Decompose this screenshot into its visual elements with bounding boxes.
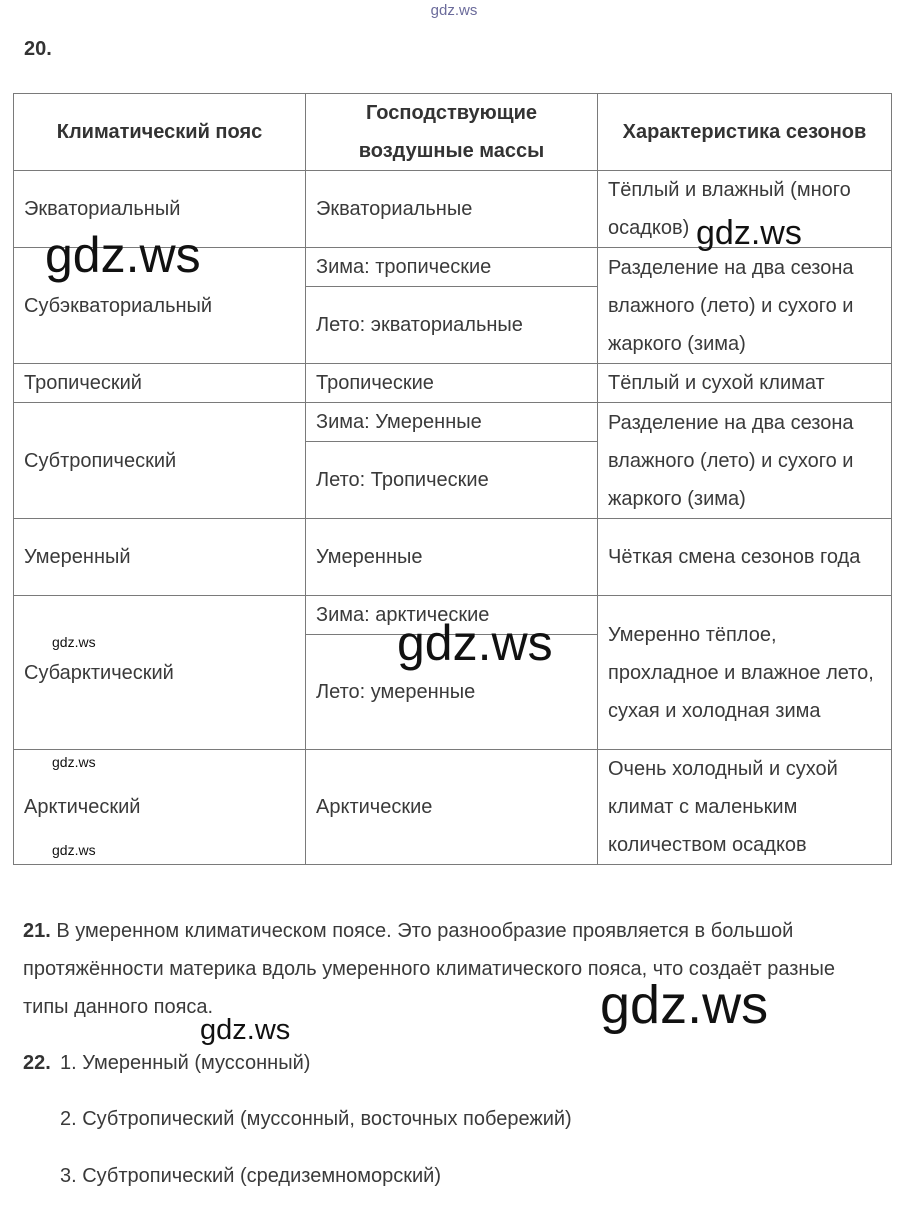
watermark-top: gdz.ws: [430, 2, 478, 19]
characteristic-cell: Чёткая смена сезонов года: [598, 519, 892, 596]
season-winter: Зима: тропические: [306, 248, 597, 287]
task-22-item: 3. Субтропический (средиземноморский): [60, 1165, 442, 1187]
table-row: [14, 403, 892, 519]
characteristic-cell: Умеренно тёплое, прохладное и влажное лето, сухая и холодная зима: [598, 596, 892, 750]
season-summer: Лето: Тропические: [316, 469, 489, 491]
characteristic-cell: Разделение на два сезона влажного (лето) и сухого и жаркого (зима): [598, 248, 892, 364]
task-21-text: В умеренном климатическом поясе. Это разнообразие проявляется в большой протяжённости материка вдоль умеренного климатического пояса, что создаёт разные типы данного пояса.: [23, 920, 835, 1018]
table-row: [14, 364, 892, 403]
belt-cell: Тропический: [14, 364, 306, 403]
watermark: gdz.ws: [600, 975, 769, 1035]
task-22-item: 1. Умеренный (муссонный): [60, 1052, 311, 1074]
season-summer: Лето: экваториальные: [316, 314, 523, 336]
air-mass-cell: [306, 403, 598, 519]
air-mass-cell: Умеренные: [306, 519, 598, 596]
watermark: gdz.ws: [696, 214, 802, 252]
watermark: gdz.ws: [52, 754, 96, 770]
belt-cell: Экваториальный: [14, 171, 306, 248]
characteristic-cell: Тёплый и сухой климат: [598, 364, 892, 403]
task-21-number: 21.: [23, 920, 51, 942]
characteristic-cell: Разделение на два сезона влажного (лето) и сухого и жаркого (зима): [598, 403, 892, 519]
watermark: gdz.ws: [45, 227, 201, 283]
header-air-masses: Господствующие воздушные массы: [306, 94, 598, 171]
watermark: gdz.ws: [397, 615, 553, 671]
watermark: gdz.ws: [52, 842, 96, 858]
table-row: [14, 750, 892, 865]
watermark: gdz.ws: [52, 634, 96, 650]
watermark: gdz.ws: [200, 1014, 291, 1046]
belt-cell: Умеренный: [14, 519, 306, 596]
characteristic-cell: Тёплый и влажный (много осадков): [598, 171, 892, 248]
belt-cell: Арктический: [14, 750, 306, 865]
season-summer: Лето: умеренные: [316, 681, 476, 703]
task-21: [23, 912, 883, 1026]
characteristic-cell: Очень холодный и сухой климат с маленьким количеством осадков: [598, 750, 892, 865]
header-belt: Климатический пояс: [14, 94, 306, 171]
header-season-characteristics: Характеристика сезонов: [598, 94, 892, 171]
climate-table: [13, 93, 892, 865]
belt-cell: Субэкваториальный: [14, 248, 306, 364]
table-row: [14, 519, 892, 596]
belt-cell: Субарктический: [14, 596, 306, 750]
season-winter: Зима: арктические: [306, 596, 597, 635]
belt-cell: Субтропический: [14, 403, 306, 519]
table-header-row: [14, 94, 892, 171]
air-mass-cell: [306, 248, 598, 364]
task-22-number: 22.: [23, 1052, 51, 1074]
air-mass-cell: Арктические: [306, 750, 598, 865]
task-20-number: 20.: [24, 38, 52, 60]
task-22-item: 2. Субтропический (муссонный, восточных побережий): [60, 1108, 572, 1130]
season-winter: Зима: Умеренные: [306, 403, 597, 442]
air-mass-cell: Тропические: [306, 364, 598, 403]
air-mass-cell: Экваториальные: [306, 171, 598, 248]
